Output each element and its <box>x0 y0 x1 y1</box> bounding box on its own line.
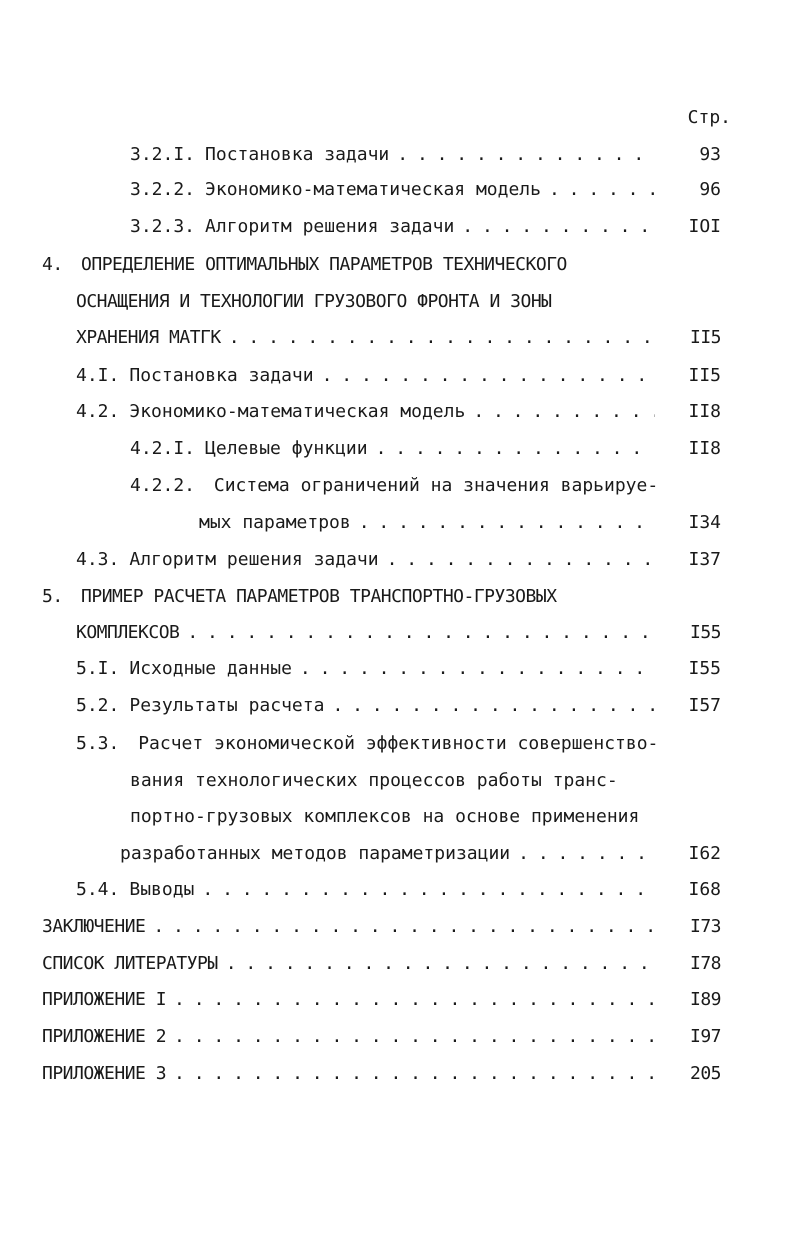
toc-entry-number: 4.2. <box>76 401 120 422</box>
toc-entry-page: I62 <box>688 843 721 864</box>
toc-entry-title: разработанных методов параметризации <box>120 843 511 864</box>
toc-entry-5-3-line3: портно-грузовых комплексов на основе применения <box>130 806 640 827</box>
toc-entry-title: ПРИЛОЖЕНИЕ I <box>42 989 167 1010</box>
toc-entry-title: Постановка задачи <box>129 365 314 386</box>
toc-entry-page: 93 <box>699 144 721 165</box>
toc-entry-appendix-2 <box>42 1023 721 1051</box>
toc-entry-page: I68 <box>688 879 721 900</box>
toc-entry-number: 5.2. <box>76 695 120 716</box>
toc-entry-page: II8 <box>688 438 721 459</box>
toc-entry-title: ЗАКЛЮЧЕНИЕ <box>42 916 146 937</box>
toc-entry-title: ХРАНЕНИЯ МАТГК <box>76 327 221 348</box>
toc-entry-page: 205 <box>689 1063 721 1084</box>
toc-entry-3-2-3 <box>130 213 721 241</box>
toc-entry-5-4 <box>76 876 721 904</box>
toc-entry-page: I55 <box>688 658 721 679</box>
toc-entry-title: мых параметров <box>199 512 351 533</box>
toc-entry-title: Алгоритм решения задачи <box>205 216 455 237</box>
toc-entry-conclusion <box>42 913 721 941</box>
toc-entry-title: Система ограничений на значения варьируе- <box>213 475 659 496</box>
toc-entry-page: I97 <box>689 1026 721 1047</box>
toc-entry-title: Экономико-математическая модель <box>205 179 541 200</box>
toc-entry-5-line2 <box>76 619 721 647</box>
toc-entry-title: Расчет экономической эффективности совершенство- <box>138 733 659 754</box>
toc-entry-4-line2: ОСНАЩЕНИЯ И ТЕХНОЛОГИИ ГРУЗОВОГО ФРОНТА И ЗОНЫ <box>76 291 552 312</box>
dot-leader <box>174 1023 655 1051</box>
toc-entry-title: КОМПЛЕКСОВ <box>76 622 180 643</box>
toc-entry-4-2-2-line2 <box>199 509 721 537</box>
dot-leader <box>376 435 655 463</box>
toc-entry-3-2-2 <box>130 176 721 204</box>
toc-entry-page: I34 <box>688 512 721 533</box>
toc-entry-4-line1 <box>42 251 567 279</box>
toc-entry-number: 4.I. <box>76 365 120 386</box>
toc-entry-number: 4.2.I. <box>130 438 196 459</box>
toc-entry-4-line3 <box>76 324 721 352</box>
dot-leader <box>332 692 655 720</box>
dot-leader <box>153 913 655 941</box>
dot-leader <box>462 213 655 241</box>
toc-entry-number: 4.2.2. <box>130 475 196 496</box>
dot-leader <box>397 141 655 169</box>
toc-entry-4-3 <box>76 546 721 574</box>
toc-entry-page: I57 <box>688 695 721 716</box>
dot-leader <box>300 655 655 683</box>
toc-entry-5-1 <box>76 655 721 683</box>
toc-entry-title: Результаты расчета <box>129 695 325 716</box>
toc-entry-5-3-line4 <box>120 840 721 868</box>
toc-entry-number: 4. <box>42 254 63 275</box>
toc-entry-number: 3.2.2. <box>130 179 196 200</box>
toc-entry-title: СПИСОК ЛИТЕРАТУРЫ <box>42 953 218 974</box>
toc-entry-5-2 <box>76 692 721 720</box>
toc-entry-page: 96 <box>699 179 721 200</box>
toc-entry-page: II8 <box>688 401 721 422</box>
dot-leader <box>226 950 655 978</box>
toc-entry-4-1 <box>76 362 721 390</box>
dot-leader <box>202 876 655 904</box>
toc-entry-title: Постановка задачи <box>205 144 390 165</box>
toc-entry-title: Экономико-математическая модель <box>129 401 466 422</box>
toc-entry-number: 5.4. <box>76 879 120 900</box>
toc-entry-number: 5.3. <box>76 733 120 754</box>
dot-leader <box>549 176 655 204</box>
toc-entry-5-line1 <box>42 583 557 611</box>
toc-entry-title: ОПРЕДЕЛЕНИЕ ОПТИМАЛЬНЫХ ПАРАМЕТРОВ ТЕХНИЧЕСКОГО <box>81 254 567 275</box>
toc-entry-title: Выводы <box>129 879 195 900</box>
toc-entry-page: II5 <box>688 365 721 386</box>
toc-entry-page: I73 <box>689 916 721 937</box>
toc-entry-number: 3.2.I. <box>130 144 196 165</box>
toc-entry-number: 5.I. <box>76 658 120 679</box>
toc-entry-4-2-1 <box>130 435 721 463</box>
toc-entry-page: I55 <box>689 622 721 643</box>
toc-entry-4-2-2-line1 <box>130 472 658 500</box>
toc-entry-page: I89 <box>689 989 721 1010</box>
toc-entry-page: I37 <box>688 549 721 570</box>
toc-entry-title: Исходные данные <box>129 658 292 679</box>
toc-entry-title: ПРИЛОЖЕНИЕ 2 <box>42 1026 167 1047</box>
toc-entry-title: ПРИЛОЖЕНИЕ 3 <box>42 1063 167 1084</box>
dot-leader <box>518 840 655 868</box>
page-column-header: Стр. <box>687 107 731 128</box>
toc-entry-3-2-1 <box>130 141 721 169</box>
toc-entry-5-3-line2: вания технологических процессов работы транс- <box>130 770 618 791</box>
toc-entry-references <box>42 950 721 978</box>
dot-leader <box>322 362 655 390</box>
toc-entry-5-3-line1 <box>76 730 658 758</box>
toc-entry-title: Алгоритм решения задачи <box>129 549 379 570</box>
toc-entry-title: Целевые функции <box>205 438 368 459</box>
toc-entry-appendix-3 <box>42 1060 721 1088</box>
toc-entry-number: 3.2.3. <box>130 216 196 237</box>
toc-entry-appendix-1 <box>42 986 721 1014</box>
toc-entry-title: ПРИМЕР РАСЧЕТА ПАРАМЕТРОВ ТРАНСПОРТНО-ГРУЗОВЫХ <box>81 586 557 607</box>
toc-entry-page: I78 <box>689 953 721 974</box>
dot-leader <box>174 1060 655 1088</box>
toc-entry-number: 5. <box>42 586 63 607</box>
toc-entry-page: IOI <box>688 216 721 237</box>
dot-leader <box>359 509 655 537</box>
dot-leader <box>187 619 655 647</box>
toc-entry-number: 4.3. <box>76 549 120 570</box>
dot-leader <box>387 546 655 574</box>
dot-leader <box>174 986 655 1014</box>
toc-entry-4-2 <box>76 398 721 426</box>
dot-leader <box>229 324 655 352</box>
dot-leader <box>473 398 655 426</box>
toc-entry-page: II5 <box>689 327 721 348</box>
